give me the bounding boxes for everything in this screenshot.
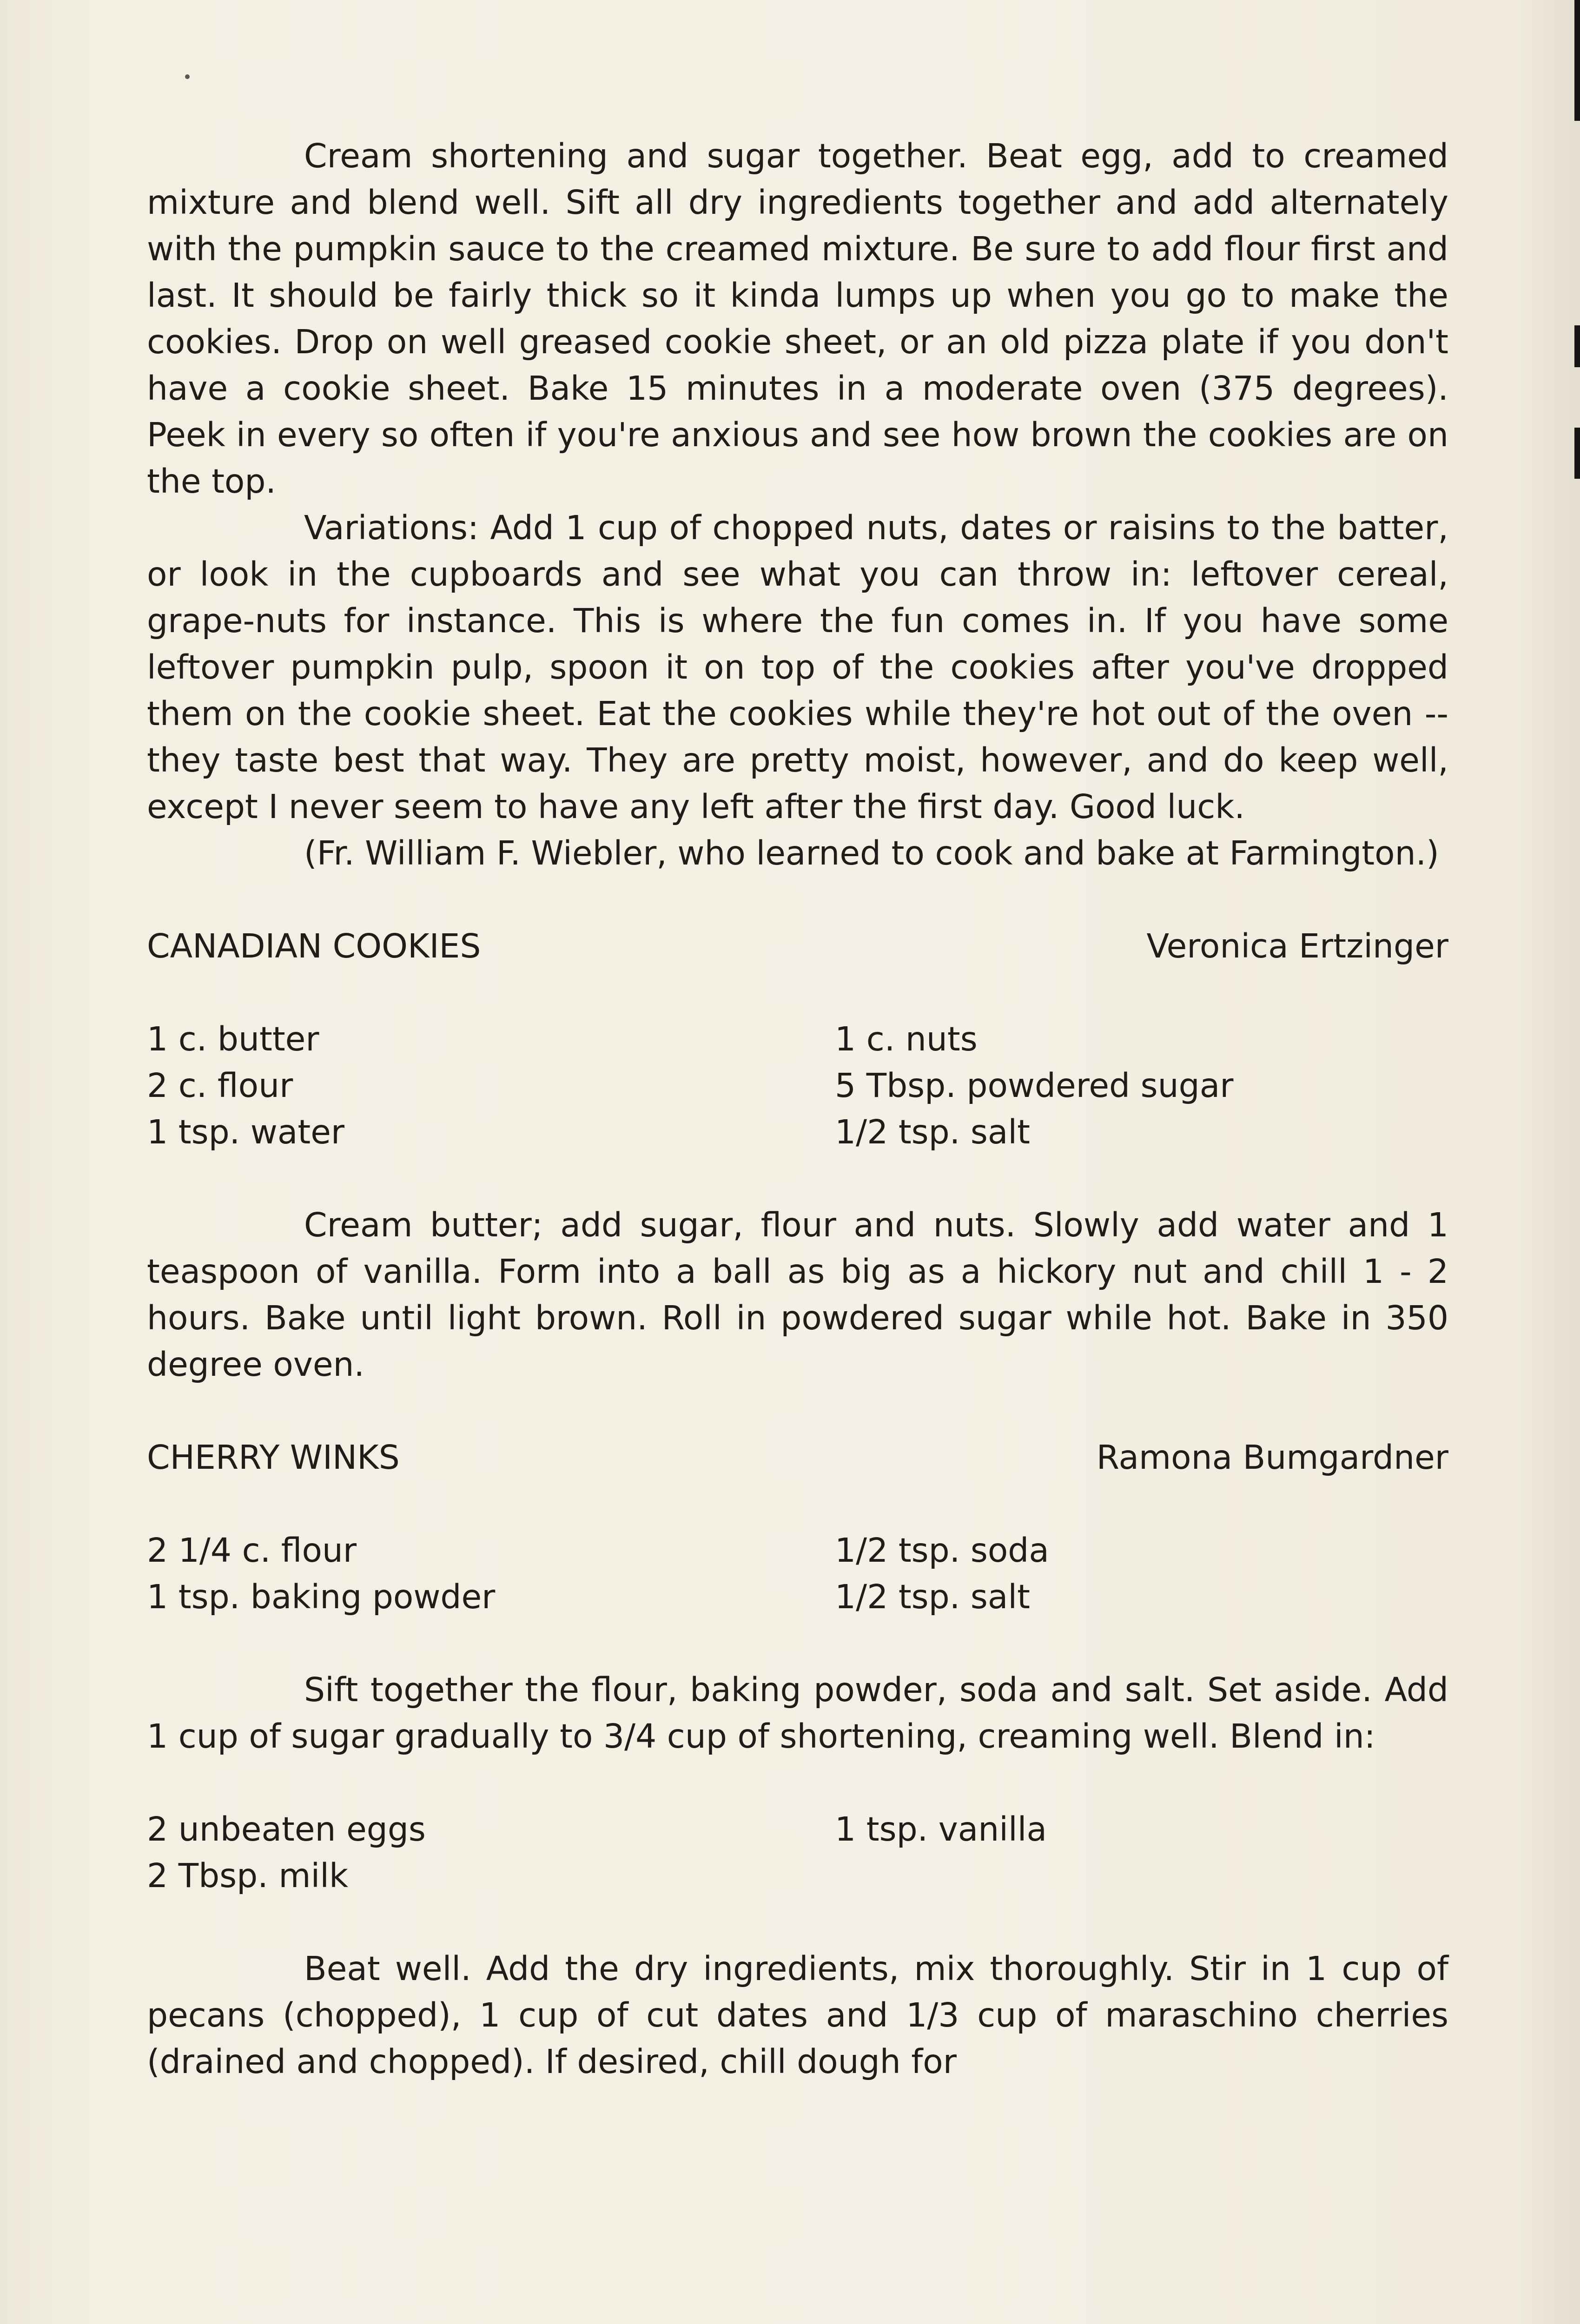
- ingredient-item: 1/2 tsp. salt: [835, 1578, 1030, 1616]
- ingredient-item: 1 tsp. water: [147, 1113, 345, 1151]
- ingredient-item: 1 tsp. vanilla: [835, 1810, 1047, 1849]
- recipe-header-cherry-winks: [147, 1434, 1448, 1481]
- attribution-paragraph: (Fr. William F. Wiebler, who learned to cook and bake at Farmington.): [304, 834, 1439, 872]
- recipe-author: Ramona Bumgardner: [1096, 1438, 1448, 1477]
- ingredient-list: [147, 1806, 1448, 1899]
- stray-dot: [185, 74, 190, 79]
- recipe-directions: Sift together the flour, baking powder, soda and salt. Set aside. Add 1 cup of sugar gradually to 3/4 cup of shortening, creaming well. Blend in:: [147, 1670, 1448, 1756]
- ingredient-item: 2 1/4 c. flour: [147, 1531, 357, 1570]
- ingredient-item: 1/2 tsp. soda: [835, 1531, 1049, 1570]
- page-content: [147, 133, 1448, 2085]
- ingredient-list: [147, 1016, 1448, 1155]
- ingredient-item: 2 c. flour: [147, 1066, 293, 1105]
- variations-paragraph: Variations: Add 1 cup of chopped nuts, dates or raisins to the batter, or look in the cupboards and see what you can throw in: leftover cereal, grape-nuts for instance. This is where the fun comes in. If you have some leftover pumpkin pulp, spoon it on top of the cookies after you've dropped them on the cookie sheet. Eat the cookies while they're hot out of the oven -- they taste best that way. They are pretty moist, however, and do keep well, except I never seem to have any left after the first day. Good luck.: [147, 508, 1448, 826]
- ingredient-list: [147, 1527, 1448, 1620]
- pumpkin-cookie-directions: Cream shortening and sugar together. Beat egg, add to creamed mixture and blend well. Sift all dry ingredients together and add alternately with the pumpkin sauce to the creamed mixture. Be sure to add flour first and last. It should be fairly thick so it kinda lumps up when you go to make the cookies. Drop on well greased cookie sheet, or an old pizza plate if you don't have a cookie sheet. Bake 15 minutes in a moderate oven (375 degrees). Peek in every so often if you're anxious and see how brown the cookies are on the top.: [147, 137, 1448, 501]
- page-edge-mark: [1574, 325, 1580, 367]
- recipe-title: CHERRY WINKS: [147, 1438, 400, 1477]
- ingredient-item: 5 Tbsp. powdered sugar: [835, 1066, 1234, 1105]
- recipe-directions-continued: Beat well. Add the dry ingredients, mix thoroughly. Stir in 1 cup of pecans (chopped), 1 cup of cut dates and 1/3 cup of maraschino cherries (drained and chopped). If desired, chill dough for: [147, 1949, 1448, 2081]
- page-edge-mark: [1574, 0, 1580, 121]
- ingredient-item: 1 c. nuts: [835, 1020, 978, 1058]
- recipe-directions: Cream butter; add sugar, flour and nuts. Slowly add water and 1 teaspoon of vanilla. Form into a ball as big as a hickory nut and chill 1 - 2 hours. Bake until light brown. Roll in powdered sugar while hot. Bake in 350 degree oven.: [147, 1206, 1448, 1384]
- ingredient-item: 1 tsp. baking powder: [147, 1578, 496, 1616]
- recipe-header-canadian: [147, 923, 1448, 970]
- recipe-author: Veronica Ertzinger: [1146, 927, 1448, 965]
- ingredient-item: 1/2 tsp. salt: [835, 1113, 1030, 1151]
- recipe-title: CANADIAN COOKIES: [147, 927, 481, 965]
- page-edge-mark: [1574, 428, 1580, 479]
- ingredient-item: 2 Tbsp. milk: [147, 1856, 349, 1895]
- ingredient-item: 1 c. butter: [147, 1020, 319, 1058]
- ingredient-item: 2 unbeaten eggs: [147, 1810, 426, 1849]
